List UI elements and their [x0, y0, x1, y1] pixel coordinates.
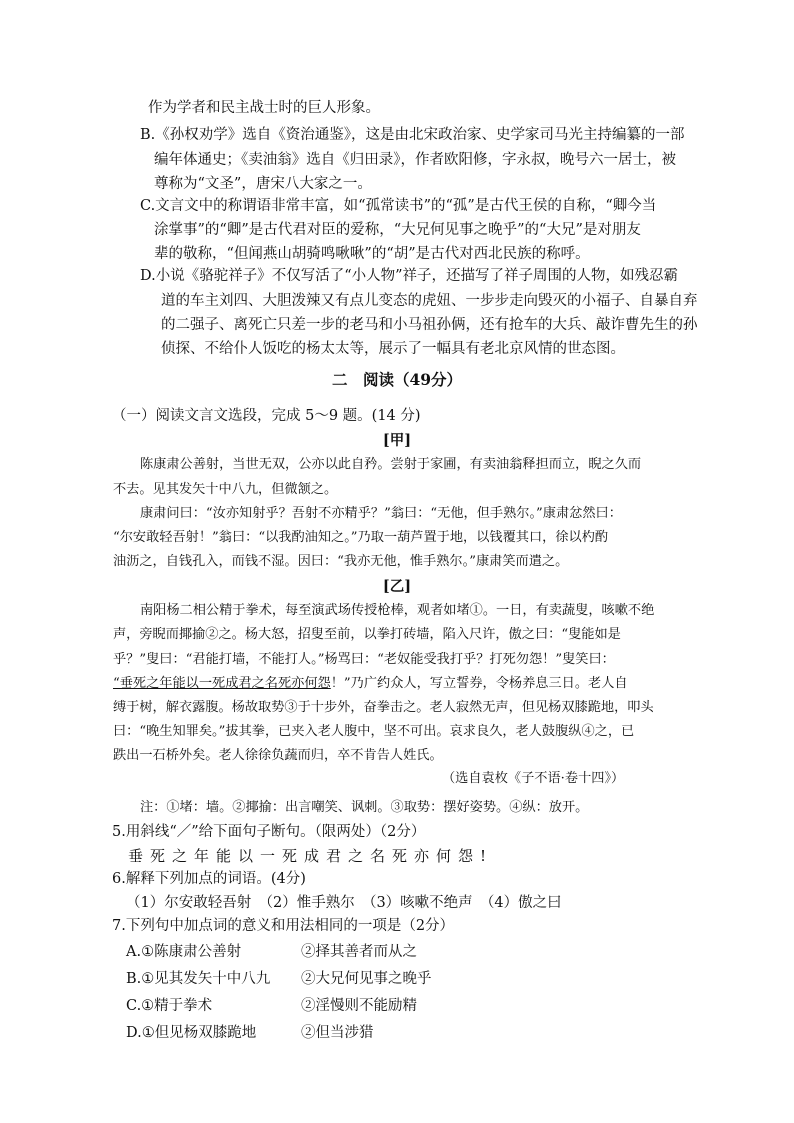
option-c-line-2: 涂掌事”的“卿”是古代君对臣的爱称，“大兄何见事之晚乎”的“大兄”是对朋友 [154, 222, 641, 238]
question-7-prompt: 7.下列句中加点词的意义和用法相同的一项是（2分） [112, 918, 455, 934]
option-a-first: A.①陈康肃公善射 [126, 944, 242, 960]
passage-jia-line-3: 康肃问曰：“汝亦知射乎？吾射不亦精乎？”翁曰：“无他，但手熟尔。”康肃忿然曰： [140, 506, 622, 521]
option-c-second: ②淫慢则不能励精 [301, 998, 417, 1014]
option-b-line-1: B.《孙权劝学》选自《资治通鉴》，这是由北宋政治家、史学家司马光主持编纂的一部 [140, 127, 685, 143]
option-d-line-2: 道的车主刘四、大胆泼辣又有点儿变态的虎妞、一步步走向毁灭的小福子、自暴自弃 [161, 293, 698, 309]
annotation-notes: 注：①堵：墙。②揶揄：出言嘲笑、讽刺。③取势：摆好姿势。④纵：放开。 [140, 800, 589, 815]
passage-source: （选自袁枚《子不语·卷十四》） [442, 771, 625, 786]
section-heading: 二 阅读（49分） [331, 370, 463, 389]
option-b-line-2: 编年体通史；《卖油翁》选自《归田录》，作者欧阳修，字永叔，晚号六一居士，被 [154, 152, 676, 168]
passage-jia-line-2: 不去。见其发矢十中八九，但微颔之。 [113, 482, 338, 497]
question-group-intro: （一）阅读文言文选段，完成 5～9 题。(14 分) [112, 408, 421, 424]
option-d-line-4: 侦探、不给仆人饭吃的杨太太等，展示了一幅具有老北京风情的世态图。 [161, 341, 625, 357]
passage-yi-line-3: 乎？”叟曰：“君能打墙，不能打人。”杨骂曰：“老奴能受我打乎？打死勿怨！”叟笑曰： [113, 652, 615, 667]
option-d-second: ②但当涉猎 [301, 1025, 374, 1041]
option-c-first: C.①精于拳术 [126, 998, 213, 1014]
passage-yi-line-4-rest: ！”乃广约众人，写立誓券，令杨养息三日。老人自 [330, 676, 628, 691]
passage-yi-line-4 [113, 674, 628, 694]
question-7-option-c [126, 996, 746, 1016]
question-6-prompt: 6.解释下列加点的词语。(4分) [112, 871, 306, 887]
option-b-second: ②大兄何见事之晚乎 [301, 971, 432, 987]
option-a-continuation: 作为学者和民主战士时的巨人形象。 [148, 100, 380, 116]
option-c-line-3: 辈的敬称，“但闻燕山胡骑鸣啾啾”的“胡”是古代对西北民族的称呼。 [154, 246, 590, 262]
option-c-line-1: C.文言文中的称谓语非常丰富，如“孤常读书”的“孤”是古代王侯的自称，“卿今当 [140, 198, 657, 214]
underlined-sentence: “垂死之年能以一死成君之名死亦何怨 [113, 676, 331, 691]
passage-yi-line-1: 南阳杨二相公精于拳术，每至演武场传授枪棒，观者如堵①。一日，有卖蔬叟，咳嗽不绝 [140, 603, 655, 618]
question-7-option-d [126, 1023, 746, 1043]
question-7-option-b [126, 969, 746, 989]
passage-yi-line-2: 声，旁睨而揶揄②之。杨大怒，招叟至前，以拳打砖墙，陷入尺许，傲之曰：“叟能如是 [113, 627, 621, 642]
question-7-option-a [126, 942, 746, 962]
option-a-second: ②择其善者而从之 [301, 944, 417, 960]
passage-yi-line-6: 曰：“晚生知罪矣。”拔其拳，已夹入老人腹中，坚不可出。哀求良久，老人鼓腹纵④之，已 [113, 724, 635, 739]
option-b-first: B.①见其发矢十中八九 [126, 971, 271, 987]
question-6-items: （1）尔安敢轻吾射 （2）惟手熟尔 （3）咳嗽不绝声 （4）傲之曰 [126, 895, 562, 911]
passage-jia-label: [甲] [382, 432, 412, 449]
option-d-first: D.①但见杨双膝跪地 [126, 1025, 257, 1041]
option-b-line-3: 尊称为“文圣”，唐宋八大家之一。 [154, 176, 372, 192]
option-d-line-1: D.小说《骆驼祥子》不仅写活了“小人物”祥子，还描写了祥子周围的人物，如残忍霸 [140, 268, 679, 284]
passage-yi-label: [乙] [382, 578, 412, 595]
question-5-sentence: 垂死之年能以一死成君之名死亦何怨! [128, 847, 494, 865]
passage-yi-line-7: 跌出一石桥外矣。老人徐徐负蔬而归，卒不肯告人姓氏。 [113, 748, 443, 763]
passage-jia-line-4: “尔安敢轻吾射！”翁曰：“以我酌油知之。”乃取一葫芦置于地，以钱覆其口，徐以杓酌 [113, 530, 609, 545]
passage-jia-line-1: 陈康肃公善射，当世无双，公亦以此自矜。尝射于家圃，有卖油翁释担而立，睨之久而 [140, 457, 642, 472]
passage-yi-line-5: 缚于树，解衣露腹。杨故取势③于十步外，奋拳击之。老人寂然无声，但见杨双膝跪地，叩头 [113, 700, 654, 715]
passage-jia-line-5: 油沥之，自钱孔入，而钱不湿。因曰：“我亦无他，惟手熟尔。”康肃笑而遣之。 [113, 554, 569, 569]
question-5-prompt: 5.用斜线“／”给下面句子断句。（限两处）（2分） [112, 824, 426, 840]
option-d-line-3: 的二强子、离死亡只差一步的老马和小马祖孙俩，还有抢车的大兵、敲诈曹先生的孙 [161, 317, 698, 333]
